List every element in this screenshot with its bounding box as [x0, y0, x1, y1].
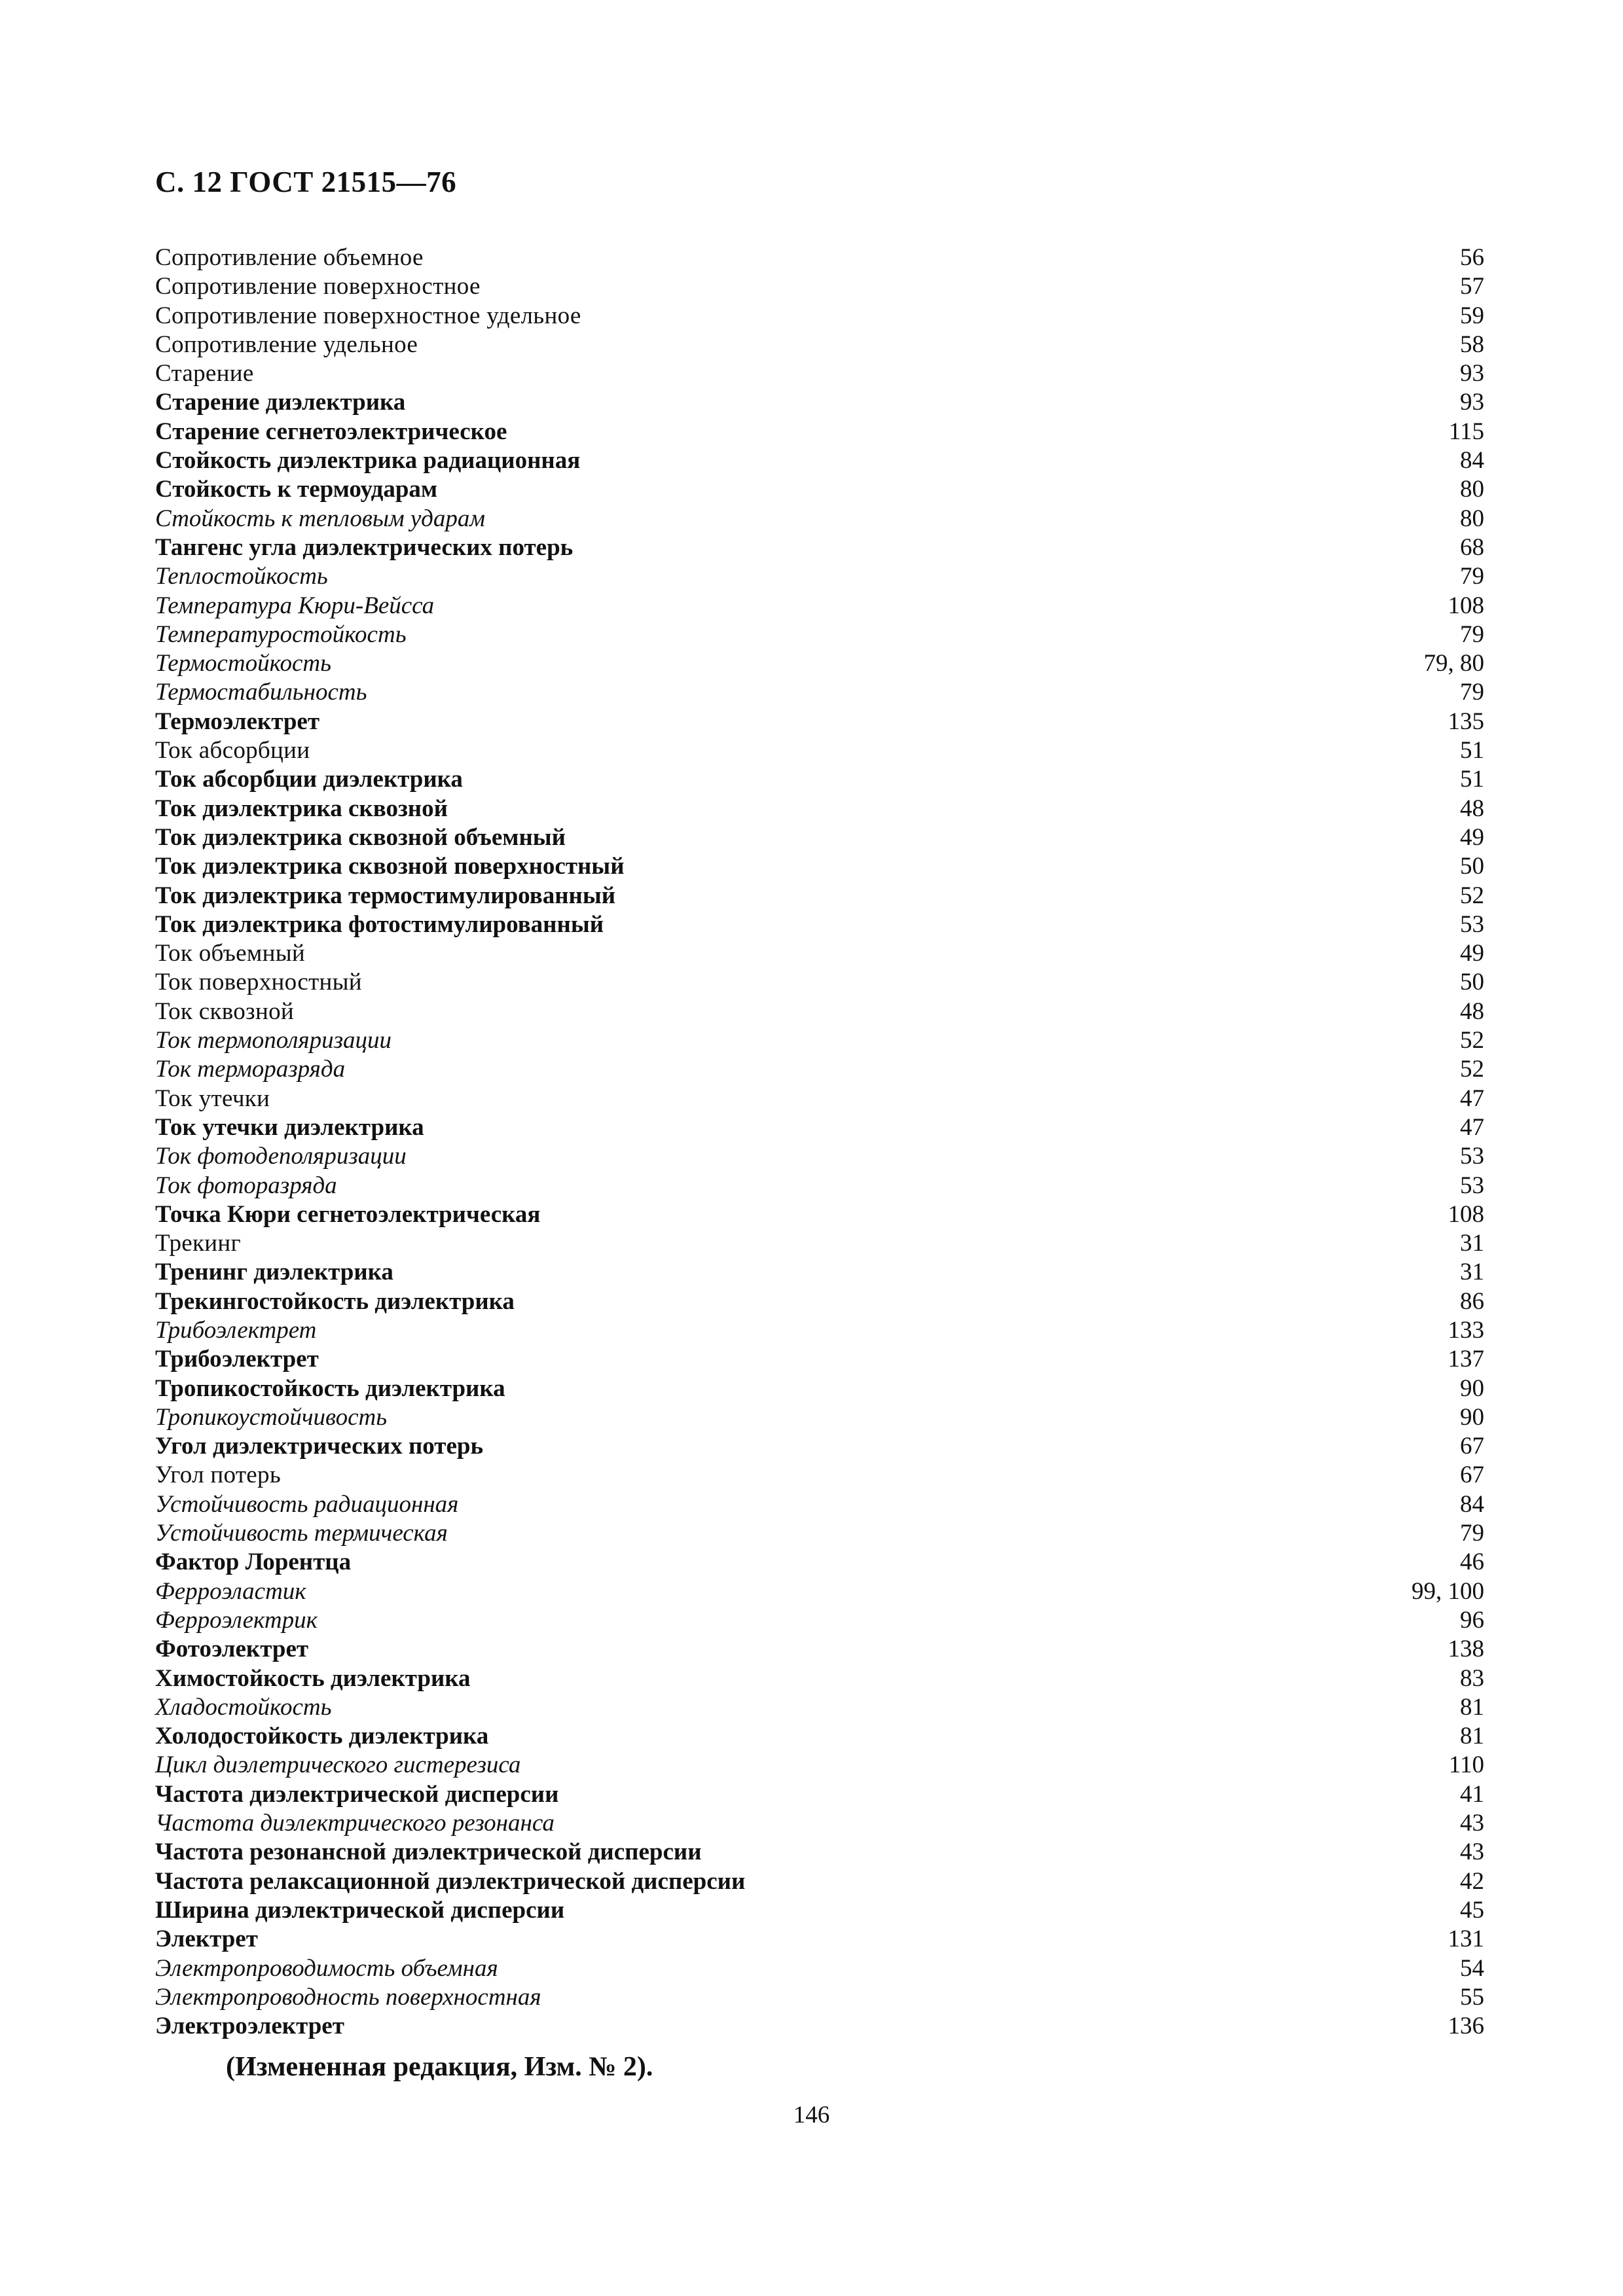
index-page-ref: 135: [1448, 708, 1484, 735]
index-entry: [155, 1809, 1484, 1838]
index-page-ref: 79, 80: [1423, 650, 1484, 677]
index-page-ref: 80: [1460, 505, 1484, 532]
index-term: Старение сегнетоэлектрическое: [155, 418, 507, 445]
index-entry: [155, 302, 1484, 331]
index-term: Ток сквозной: [155, 997, 294, 1025]
index-page-ref: 49: [1460, 823, 1484, 851]
index-term: Трекингостойкость диэлектрика: [155, 1287, 515, 1315]
index-entry: [155, 1548, 1484, 1577]
index-page-ref: 50: [1460, 969, 1484, 996]
index-term: Частота диэлектрического резонанса: [155, 1810, 555, 1837]
index-page-ref: 56: [1460, 244, 1484, 271]
index-term: Ток диэлектрика термостимулированный: [155, 882, 616, 909]
index-page-ref: 96: [1460, 1606, 1484, 1634]
index-page-ref: 84: [1460, 447, 1484, 475]
index-term: Стойкость к тепловым ударам: [155, 505, 485, 532]
index-entry: [155, 1519, 1484, 1548]
index-entry: [155, 882, 1484, 910]
index-term: Ток диэлектрика фотостимулированный: [155, 910, 604, 938]
index-entry: [155, 1316, 1484, 1345]
index-term: Сопротивление поверхностное удельное: [155, 302, 581, 329]
index-page-ref: 138: [1448, 1636, 1484, 1663]
index-page-ref: 81: [1460, 1693, 1484, 1721]
index-entry: [155, 1577, 1484, 1606]
index-entry: [155, 418, 1484, 446]
index-page-ref: 90: [1460, 1403, 1484, 1431]
index-page-ref: 84: [1460, 1490, 1484, 1518]
index-entry: [155, 562, 1484, 591]
index-term: Старение: [155, 360, 254, 387]
index-page-ref: 99, 100: [1412, 1577, 1484, 1605]
index-page-ref: 115: [1448, 418, 1484, 445]
index-page-ref: 43: [1460, 1810, 1484, 1837]
index-term: Фотоэлектрет: [155, 1636, 309, 1663]
index-entry: [155, 446, 1484, 475]
index-entry: [155, 1287, 1484, 1316]
index-term: Ток термополяризации: [155, 1027, 392, 1054]
index-term: Частота диэлектрической дисперсии: [155, 1780, 559, 1808]
page-header: С. 12 ГОСТ 21515—76: [155, 166, 457, 198]
index-term: Частота резонансной диэлектрической дисперсии: [155, 1839, 702, 1866]
index-page-ref: 42: [1460, 1867, 1484, 1895]
index-page-ref: 133: [1448, 1316, 1484, 1344]
index-term: Ток фотодеполяризации: [155, 1143, 407, 1170]
index-page-ref: 90: [1460, 1374, 1484, 1402]
index-page-ref: 67: [1460, 1433, 1484, 1460]
index-page-ref: 54: [1460, 1954, 1484, 1982]
index-entry: [155, 1055, 1484, 1084]
index-entry: [155, 1954, 1484, 1983]
index-term: Трибоэлектрет: [155, 1316, 317, 1344]
index-entry: [155, 1925, 1484, 1954]
index-entry: [155, 1172, 1484, 1200]
index-term: Устойчивость радиационная: [155, 1490, 459, 1518]
index-term: Устойчивость термическая: [155, 1520, 448, 1547]
index-page-ref: 79: [1460, 620, 1484, 648]
index-page-ref: 49: [1460, 940, 1484, 967]
index-term: Ширина диэлектрической дисперсии: [155, 1896, 565, 1924]
index-term: Ток фоторазряда: [155, 1172, 337, 1199]
index-entry: [155, 649, 1484, 678]
index-entry: [155, 1258, 1484, 1287]
index-page-ref: 50: [1460, 853, 1484, 880]
index-entry: [155, 1838, 1484, 1867]
index-entry: [155, 331, 1484, 359]
index-term: Ферроэлектрик: [155, 1606, 318, 1634]
index-term: Электрет: [155, 1926, 258, 1953]
index-page-ref: 59: [1460, 302, 1484, 329]
index-term: Стойкость диэлектрика радиационная: [155, 447, 581, 475]
index-page-ref: 31: [1460, 1259, 1484, 1286]
index-term: Тропикостойкость диэлектрика: [155, 1374, 505, 1402]
index-term: Теплостойкость: [155, 563, 328, 590]
index-entry: [155, 708, 1484, 736]
index-term: Тропикоустойчивость: [155, 1403, 388, 1431]
index-entry: [155, 272, 1484, 301]
index-page-ref: 46: [1460, 1549, 1484, 1576]
index-entry: [155, 1200, 1484, 1229]
index-term: Температура Кюри-Вейсса: [155, 592, 435, 619]
index-entry: [155, 2012, 1484, 2041]
index-page-ref: 31: [1460, 1230, 1484, 1257]
index-term: Электроэлектрет: [155, 2013, 344, 2040]
index-page-ref: 79: [1460, 1520, 1484, 1547]
index-page-ref: 52: [1460, 1056, 1484, 1083]
index-entry: [155, 1751, 1484, 1780]
index-entry: [155, 910, 1484, 939]
index-page-ref: 81: [1460, 1723, 1484, 1750]
index-page-ref: 53: [1460, 1143, 1484, 1170]
index-term: Фактор Лорентца: [155, 1549, 352, 1576]
index-entry: [155, 243, 1484, 272]
term-index: [155, 243, 1484, 2041]
index-page-ref: 79: [1460, 563, 1484, 590]
index-term: Электропроводность поверхностная: [155, 1983, 541, 2011]
index-term: Холодостойкость диэлектрика: [155, 1723, 489, 1750]
index-page-ref: 48: [1460, 795, 1484, 822]
index-page-ref: 136: [1448, 2013, 1484, 2040]
index-term: Ток утечки диэлектрика: [155, 1113, 424, 1141]
index-term: Сопротивление поверхностное: [155, 273, 481, 300]
index-page-ref: 86: [1460, 1287, 1484, 1315]
index-term: Сопротивление объемное: [155, 244, 424, 271]
index-entry: [155, 1229, 1484, 1258]
index-entry: [155, 620, 1484, 649]
index-entry: [155, 1664, 1484, 1693]
index-term: Цикл диэлетрического гистерезиса: [155, 1751, 521, 1779]
index-entry: [155, 795, 1484, 823]
index-term: Ток диэлектрика сквозной объемный: [155, 823, 566, 851]
index-term: Тренинг диэлектрика: [155, 1259, 393, 1286]
index-page-ref: 45: [1460, 1896, 1484, 1924]
index-entry: [155, 1983, 1484, 2012]
index-page-ref: 110: [1448, 1751, 1484, 1779]
index-entry: [155, 1867, 1484, 1896]
index-page-ref: 57: [1460, 273, 1484, 300]
index-page-ref: 53: [1460, 1172, 1484, 1199]
index-entry: [155, 1490, 1484, 1519]
index-entry: [155, 939, 1484, 968]
index-page-ref: 41: [1460, 1780, 1484, 1808]
index-entry: [155, 765, 1484, 794]
index-term: Ток поверхностный: [155, 969, 362, 996]
index-term: Ток диэлектрика сквозной: [155, 795, 448, 822]
index-page-ref: 48: [1460, 997, 1484, 1025]
index-entry: [155, 388, 1484, 417]
index-page-ref: 83: [1460, 1664, 1484, 1692]
index-term: Частота релаксационной диэлектрической дисперсии: [155, 1867, 746, 1895]
index-page-ref: 131: [1448, 1926, 1484, 1953]
index-entry: [155, 852, 1484, 881]
index-entry: [155, 1374, 1484, 1403]
index-term: Температуростойкость: [155, 620, 407, 648]
index-entry: [155, 1432, 1484, 1461]
index-page-ref: 93: [1460, 360, 1484, 387]
index-entry: [155, 1113, 1484, 1142]
index-term: Угол потерь: [155, 1462, 282, 1489]
amendment-note: (Измененная редакция, Изм. № 2).: [226, 2052, 653, 2082]
index-page-ref: 79: [1460, 679, 1484, 706]
index-entry: [155, 359, 1484, 388]
index-entry: [155, 736, 1484, 765]
index-term: Тангенс угла диэлектрических потерь: [155, 533, 574, 561]
index-term: Ток терморазряда: [155, 1056, 346, 1083]
index-page-ref: 93: [1460, 389, 1484, 416]
index-entry: [155, 1461, 1484, 1490]
index-term: Ток диэлектрика сквозной поверхностный: [155, 853, 625, 880]
index-term: Ферроэластик: [155, 1577, 306, 1605]
index-term: Электропроводимость объемная: [155, 1954, 498, 1982]
index-entry: [155, 1722, 1484, 1751]
index-page-ref: 55: [1460, 1983, 1484, 2011]
index-page-ref: 51: [1460, 737, 1484, 764]
index-entry: [155, 1345, 1484, 1374]
index-entry: [155, 1635, 1484, 1664]
index-entry: [155, 678, 1484, 707]
index-page-ref: 67: [1460, 1462, 1484, 1489]
index-page-ref: 68: [1460, 533, 1484, 561]
index-term: Трекинг: [155, 1230, 241, 1257]
index-term: Ток утечки: [155, 1085, 270, 1112]
index-page-ref: 80: [1460, 476, 1484, 503]
index-entry: [155, 475, 1484, 504]
index-page-ref: 51: [1460, 766, 1484, 793]
index-entry: [155, 1780, 1484, 1809]
index-term: Термостойкость: [155, 650, 331, 677]
index-entry: [155, 968, 1484, 997]
page-number: 146: [793, 2102, 830, 2128]
index-term: Химостойкость диэлектрика: [155, 1664, 471, 1692]
index-entry: [155, 1693, 1484, 1722]
index-term: Трибоэлектрет: [155, 1346, 319, 1373]
index-entry: [155, 1403, 1484, 1432]
index-page-ref: 58: [1460, 331, 1484, 358]
index-term: Ток объемный: [155, 940, 305, 967]
index-page-ref: 108: [1448, 1200, 1484, 1228]
index-page-ref: 43: [1460, 1839, 1484, 1866]
index-term: Стойкость к термоударам: [155, 476, 438, 503]
index-entry: [155, 1026, 1484, 1055]
index-entry: [155, 505, 1484, 533]
index-entry: [155, 1896, 1484, 1925]
index-entry: [155, 1142, 1484, 1171]
index-page-ref: 47: [1460, 1113, 1484, 1141]
index-page-ref: 108: [1448, 592, 1484, 619]
index-page-ref: 47: [1460, 1085, 1484, 1112]
index-page-ref: 53: [1460, 910, 1484, 938]
index-entry: [155, 1085, 1484, 1113]
index-entry: [155, 997, 1484, 1026]
index-page-ref: 52: [1460, 882, 1484, 909]
index-entry: [155, 533, 1484, 562]
index-term: Ток абсорбции диэлектрика: [155, 766, 463, 793]
index-entry: [155, 592, 1484, 620]
index-term: Хладостойкость: [155, 1693, 332, 1721]
index-entry: [155, 1606, 1484, 1635]
index-term: Ток абсорбции: [155, 737, 310, 764]
index-term: Термостабильность: [155, 679, 367, 706]
index-term: Угол диэлектрических потерь: [155, 1433, 484, 1460]
index-term: Сопротивление удельное: [155, 331, 418, 358]
index-term: Старение диэлектрика: [155, 389, 406, 416]
index-page-ref: 52: [1460, 1027, 1484, 1054]
index-term: Точка Кюри сегнетоэлектрическая: [155, 1200, 541, 1228]
index-page-ref: 137: [1448, 1346, 1484, 1373]
index-entry: [155, 823, 1484, 852]
index-term: Термоэлектрет: [155, 708, 319, 735]
